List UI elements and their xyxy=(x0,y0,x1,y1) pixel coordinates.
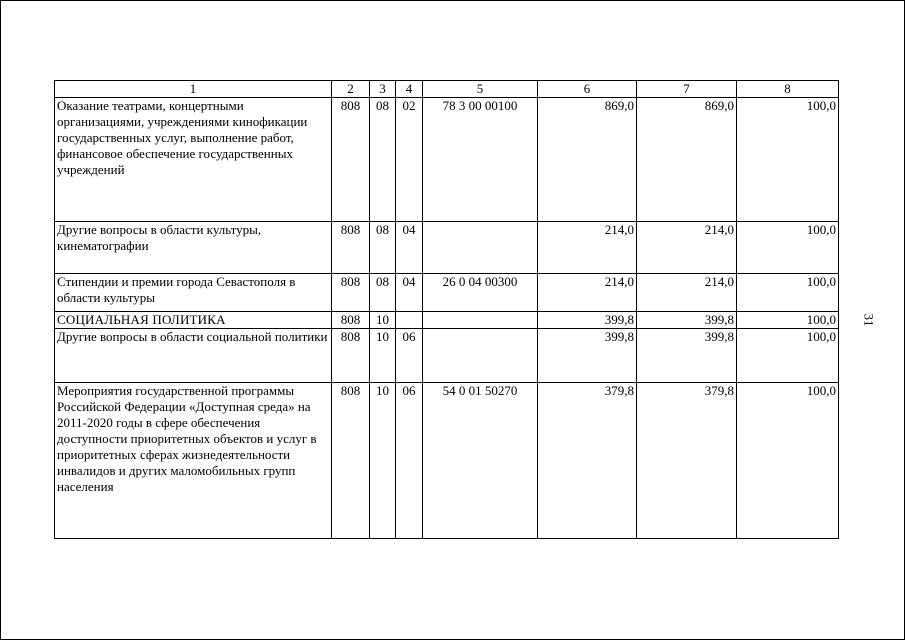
row-actual: 869,0 xyxy=(637,98,737,222)
row-plan: 399,8 xyxy=(538,329,637,383)
row-target xyxy=(423,329,538,383)
row-section: 08 xyxy=(370,98,396,222)
row-plan: 869,0 xyxy=(538,98,637,222)
header-col-8: 8 xyxy=(737,81,839,98)
row-code: 808 xyxy=(332,329,370,383)
row-actual: 214,0 xyxy=(637,274,737,312)
header-col-3: 3 xyxy=(370,81,396,98)
row-section: 10 xyxy=(370,312,396,329)
row-subsection: 06 xyxy=(396,383,423,539)
row-code: 808 xyxy=(332,383,370,539)
table-row xyxy=(55,329,839,383)
row-percent: 100,0 xyxy=(737,383,839,539)
table-row xyxy=(55,274,839,312)
row-plan: 214,0 xyxy=(538,274,637,312)
row-plan: 399,8 xyxy=(538,312,637,329)
row-code: 808 xyxy=(332,274,370,312)
row-section: 08 xyxy=(370,222,396,274)
header-col-5: 5 xyxy=(423,81,538,98)
row-code: 808 xyxy=(332,98,370,222)
row-actual: 379,8 xyxy=(637,383,737,539)
table-row xyxy=(55,98,839,222)
header-col-4: 4 xyxy=(396,81,423,98)
row-name: СОЦИАЛЬНАЯ ПОЛИТИКА xyxy=(55,312,332,329)
header-col-1: 1 xyxy=(55,81,332,98)
row-subsection: 04 xyxy=(396,222,423,274)
row-name: Другие вопросы в области социальной политики xyxy=(55,329,332,383)
row-code: 808 xyxy=(332,312,370,329)
budget-table xyxy=(54,80,839,539)
row-section: 10 xyxy=(370,329,396,383)
row-plan: 214,0 xyxy=(538,222,637,274)
row-target xyxy=(423,312,538,329)
row-name: Стипендии и премии города Севастополя в области культуры xyxy=(55,274,332,312)
row-actual: 214,0 xyxy=(637,222,737,274)
row-target xyxy=(423,222,538,274)
row-subsection: 02 xyxy=(396,98,423,222)
row-subsection: 04 xyxy=(396,274,423,312)
row-actual: 399,8 xyxy=(637,312,737,329)
row-plan: 379,8 xyxy=(538,383,637,539)
header-col-2: 2 xyxy=(332,81,370,98)
row-subsection xyxy=(396,312,423,329)
table-row xyxy=(55,383,839,539)
table-row xyxy=(55,222,839,274)
table-row xyxy=(55,312,839,329)
row-name: Оказание театрами, концертными организациями, учреждениями кинофикации государственных услуг, выполнение работ, финансовое обеспечение государственных учреждений xyxy=(55,98,332,222)
row-percent: 100,0 xyxy=(737,222,839,274)
page-number: 31 xyxy=(861,313,877,327)
row-percent: 100,0 xyxy=(737,329,839,383)
row-percent: 100,0 xyxy=(737,98,839,222)
header-row xyxy=(55,81,839,98)
row-target: 26 0 04 00300 xyxy=(423,274,538,312)
row-percent: 100,0 xyxy=(737,312,839,329)
row-name: Мероприятия государственной программы Российской Федерации «Доступная среда» на 2011-2020 годы в сфере обеспечения доступности приоритетных объектов и услуг в приоритетных сферах жизнедеятельности инвалидов и других маломобильных групп населения xyxy=(55,383,332,539)
row-section: 10 xyxy=(370,383,396,539)
header-col-7: 7 xyxy=(637,81,737,98)
row-section: 08 xyxy=(370,274,396,312)
row-target: 78 3 00 00100 xyxy=(423,98,538,222)
row-subsection: 06 xyxy=(396,329,423,383)
header-col-6: 6 xyxy=(538,81,637,98)
row-code: 808 xyxy=(332,222,370,274)
row-percent: 100,0 xyxy=(737,274,839,312)
row-actual: 399,8 xyxy=(637,329,737,383)
row-name: Другие вопросы в области культуры, кинематографии xyxy=(55,222,332,274)
row-target: 54 0 01 50270 xyxy=(423,383,538,539)
